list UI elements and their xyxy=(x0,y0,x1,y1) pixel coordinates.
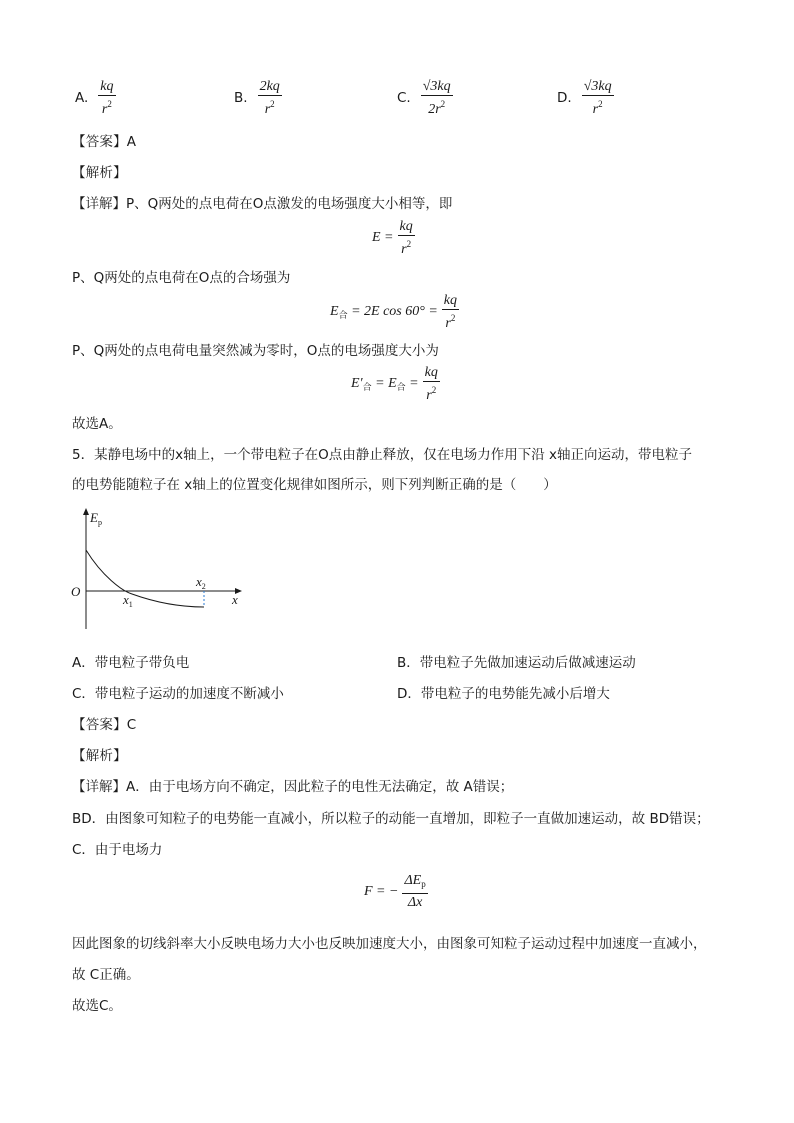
detail-text: P、Q两处的点电荷在O点激发的电场强度大小相等，即 xyxy=(126,196,453,212)
fraction: $\frac{\Delta E_p}{\Delta x}$ xyxy=(404,873,426,910)
q5-conclusion: 故选C。 xyxy=(72,998,122,1014)
q4-option-c xyxy=(397,78,453,118)
q4-equation-2: $E_合 = 2E$ cos 60° = $\frac{kq}{r^2}$ xyxy=(330,293,458,331)
q4-analysis-heading: 【解析】 xyxy=(72,165,127,181)
origin-label: O xyxy=(71,584,81,599)
q4-detail-line3: P、Q两处的点电荷电量突然减为零时，O点的电场强度大小为 xyxy=(72,343,439,359)
fraction: $\frac{kq}{r^2}$ xyxy=(424,365,438,403)
y-axis-label: $E_p$ xyxy=(90,510,102,527)
q5-detail-line3: C．由于电场力 xyxy=(72,842,163,858)
option-letter: B. xyxy=(234,90,248,106)
q4-conclusion: 故选A。 xyxy=(72,416,122,432)
q5-detail-line1: 【详解】A．由于电场方向不确定，因此粒子的电性无法确定，故 A错误； xyxy=(72,779,514,795)
x-axis-label: x xyxy=(232,592,238,607)
q5-option-c: C．带电粒子运动的加速度不断减小 xyxy=(72,686,284,702)
option-letter: D. xyxy=(557,90,572,106)
q4-option-a xyxy=(75,78,116,118)
ep-x-graph xyxy=(62,504,262,634)
y-axis-arrow xyxy=(83,508,89,515)
q4-detail-line2: P、Q两处的点电荷在O点的合场强为 xyxy=(72,270,291,286)
x2-label: $x_2$ xyxy=(196,574,206,591)
option-letter: C. xyxy=(397,90,411,106)
x1-label: $x_1$ xyxy=(123,592,133,609)
fraction: $\frac{√3kq}{2r^2}$ xyxy=(422,79,451,117)
detail-tag: 【详解】 xyxy=(72,196,126,212)
q5-answer: 【答案】C xyxy=(72,717,137,733)
q5-analysis-heading: 【解析】 xyxy=(72,748,127,764)
fraction: $\frac{kq}{r^2}$ xyxy=(100,79,114,117)
q5-stem-line2: 的电势能随粒子在 x轴上的位置变化规律如图所示，则下列判断正确的是（ ） xyxy=(72,477,557,493)
q5-detail-line4: 因此图象的切线斜率大小反映电场力大小也反映加速度大小，由图象可知粒子运动过程中加速度一直减小， xyxy=(72,936,707,952)
q4-equation-3: $E'_合 = E_合$ = $\frac{kq}{r^2}$ xyxy=(351,365,438,403)
q4-option-d xyxy=(557,78,614,118)
fraction: $\frac{kq}{r^2}$ xyxy=(443,293,458,331)
q5-detail-line5: 故 C正确。 xyxy=(72,967,140,983)
q5-option-d: D．带电粒子的电势能先减小后增大 xyxy=(397,686,610,702)
q5-equation: F = − $\frac{\Delta E_p}{\Delta x}$ xyxy=(364,873,426,910)
q5-detail-line2: BD．由图象可知粒子的电势能一直减小，所以粒子的动能一直增加，即粒子一直做加速运动，故 BD错误； xyxy=(72,811,710,827)
fraction: $\frac{kq}{r^2}$ xyxy=(399,219,413,257)
q5-option-b: B．带电粒子先做加速运动后做减速运动 xyxy=(397,655,636,671)
q5-option-a: A．带电粒子带负电 xyxy=(72,655,190,671)
fraction: $\frac{√3kq}{r^2}$ xyxy=(583,79,612,117)
q4-option-b xyxy=(234,78,282,118)
fraction: $\frac{2kq}{r^2}$ xyxy=(259,79,280,117)
q4-answer: 【答案】A xyxy=(72,134,137,150)
q4-equation-1: E = $\frac{kq}{r^2}$ xyxy=(372,219,413,257)
ep-curve xyxy=(86,550,204,607)
q5-stem-line1: 5．某静电场中的x轴上，一个带电粒子在O点由静止释放，仅在电场力作用下沿 x轴正向运动，带电粒子 xyxy=(72,447,692,463)
option-letter: A. xyxy=(75,90,89,106)
q4-detail-line1 xyxy=(72,192,452,212)
